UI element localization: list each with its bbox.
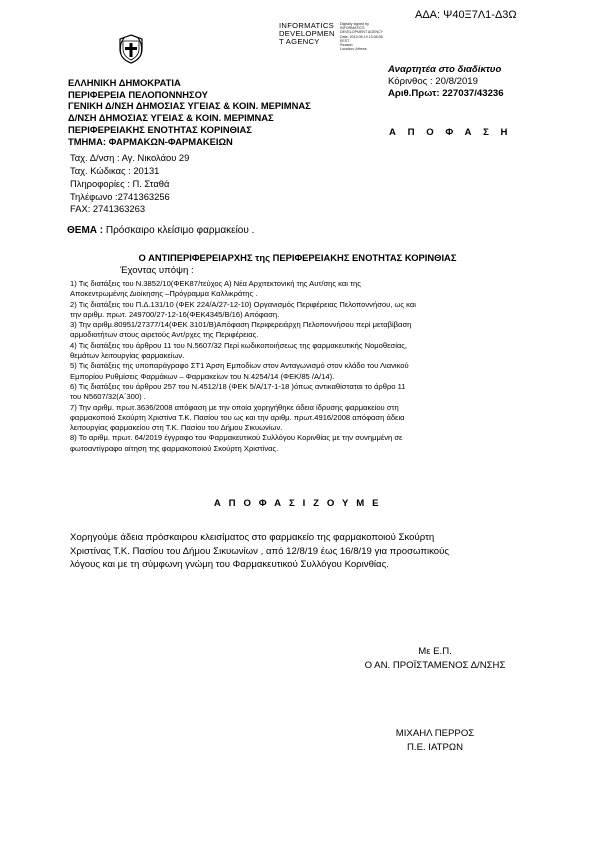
decision-text-line: Χορηγούμε άδεια πρόσκαιρου κλεισίματος στο φαρμακείο της φαρμακοποιού Σκούρτη bbox=[70, 532, 435, 543]
subject-line bbox=[67, 225, 254, 236]
signature-note-line: INFORMATICS bbox=[340, 26, 365, 31]
address-line: Ταχ. Κώδικας : 20131 bbox=[70, 165, 160, 176]
by-order-label: Με Ε.Π. bbox=[418, 646, 452, 657]
header-line: ΤΜΗΜΑ: ΦΑΡΜΑΚΩΝ-ΦΑΡΜΑΚΕΙΩΝ bbox=[68, 136, 233, 147]
decision-label: Α Π Ο Φ Α Σ Η bbox=[389, 127, 512, 138]
consideration-line: φαρμακοποιό Σκούρτη Χριστίνα Τ.Κ. Πασίου του ως και την αριθμ. πρωτ.4916/2008 απόφαση άδεια bbox=[70, 412, 405, 422]
consideration-line: του Ν5607/32(Α΄300) . bbox=[70, 392, 146, 402]
signatory-block bbox=[290, 727, 580, 754]
decision-text-line: Χριστίνας Τ.Κ. Πασίου του Δήμου Σικυωνίων , από 12/8/19 έως 16/8/19 για προσωπικούς bbox=[70, 545, 449, 557]
place-date: Κόρινθος : 20/8/2019 bbox=[388, 76, 478, 87]
ada-code: ΑΔΑ: Ψ40Ξ7Λ1-Δ3Ω bbox=[415, 9, 517, 21]
header-line: ΕΛΛΗΝΙΚΗ ΔΗΜΟΚΡΑΤΙΑ bbox=[68, 77, 181, 88]
signatory-name: ΜΙΧΑΗΛ ΠΕΡΡΟΣ bbox=[395, 728, 475, 739]
signature-note-line: EEST bbox=[340, 38, 350, 43]
header-line: ΠΕΡΙΦΕΡΕΙΑΚΗΣ ΕΝΟΤΗΤΑΣ ΚΟΡΙΝΘΙΑΣ bbox=[68, 124, 252, 135]
consideration-line: 1) Τις διατάξεις του Ν.3852/10(ΦΕΚ87/τεύχος Α) Νέα Αρχιτεκτονική της Αυτ/σης και της bbox=[70, 279, 361, 288]
signature-note-line: Reason: bbox=[340, 43, 354, 48]
posted-online-note: Αναρτητέα στο διαδίκτυο bbox=[388, 64, 502, 75]
consideration-line: 3) Την αριθμ.80951/27377/14(ΦΕΚ 3101/Β)Απόφαση Περιφερειάρχη Πελοποννήσου περί μεταβίβαση bbox=[70, 320, 412, 330]
consideration-line: 7) Την αριθμ. πρωτ.3636/2008 απόφαση με την οποία χορηγήθηκε άδεια ίδρυσης φαρμακείου στη bbox=[70, 402, 399, 412]
consideration-line: θεμάτων λειτουργίας φαρμακείων. bbox=[70, 351, 185, 361]
consideration-line: την αριθμ. πρωτ. 249700/27-12-16(ΦΕΚ4345/Β/16) Απόφαση. bbox=[70, 309, 280, 319]
signature-note-line: Date: 2019.08.19 13:36:08 bbox=[340, 34, 383, 39]
signature-note-line: DEVELOPMENT AGENCY bbox=[340, 30, 384, 35]
address-line: Ταχ. Δ/νση : Αγ. Νικολάου 29 bbox=[70, 152, 190, 163]
consideration-line: 5) Τις διατάξεις της υποπαράγραφο ΣΤ1 Άρση Εμποδίων στον Ανταγωνισμό στον κλάδο του Λιανικού bbox=[70, 361, 409, 371]
subject-label: ΘΕΜΑ : bbox=[67, 225, 104, 236]
consideration-line: λειτουργίας φαρμακείου στη Τ.Κ. Πασίου του Δήμου Σικυωνίων. bbox=[70, 423, 283, 433]
consideration-line: Εμπορίου Ρυθμίσεις Φαρμάκων – Φαρμακείων του Ν.4254/14 (ΦΕΚ/85 /Α/14). bbox=[70, 371, 335, 381]
having-regard-label: Έχοντας υπόψη : bbox=[120, 265, 194, 276]
consideration-line: 4) Τις διατάξεις του άρθρου 11 του Ν.5607/32 Περί κωδικοποιήσεως της φαρμακευτικής Νομοθεσίας, bbox=[70, 340, 408, 350]
consideration-line: 6) Τις διατάξεις του άρθρου 257 του Ν.4512/18 (ΦΕΚ 5/Α/17-1-18 )όπως αντικαθίσταται το άρθρο 11 bbox=[70, 381, 406, 391]
consideration-line: Αποκεντρωμένης Διοίκησης –Πρόγραμμα Καλλικράτης . bbox=[70, 289, 258, 299]
signature-note-line: Location: Athens bbox=[340, 47, 367, 52]
header-line: Δ/ΝΣΗ ΔΗΜΟΣΙΑΣ ΥΓΕΙΑΣ & ΚΟΙΝ. ΜΕΡΙΜΝΑΣ bbox=[68, 112, 274, 123]
signature-authority bbox=[290, 645, 580, 672]
consideration-line: 8) Το αριθμ. πρωτ. 64/2019 έγγραφο του Φαρμακευτικού Συλλόγου Κορινθίας με την συνημμένη σε bbox=[70, 433, 403, 443]
decision-paragraph bbox=[70, 531, 540, 572]
decision-text-line: λόγους και με τη σύμφωνη γνώμη του Φαρμακευτικού Συλλόγου Κορινθίας. bbox=[70, 559, 389, 571]
consideration-line: φωτοαντίγραφο αίτηση της φαρμακοποιού Σκούρτη Χριστίνας. bbox=[70, 443, 279, 453]
signatory-title: Π.Ε. ΙΑΤΡΩΝ bbox=[406, 741, 464, 753]
logo-line: INFORMATICS bbox=[279, 21, 335, 30]
header-line: ΓΕΝΙΚΗ Δ/ΝΣΗ ΔΗΜΟΣΙΑΣ ΥΓΕΙΑΣ & ΚΟΙΝ. ΜΕΡΙΜΝΑΣ bbox=[68, 100, 311, 111]
address-line: Πληροφορίες : Π. Σταθά bbox=[70, 178, 170, 189]
address-line: Τηλέφωνο :2741363256 bbox=[70, 191, 170, 202]
issuer-title: Ο ΑΝΤΙΠΕΡΙΦΕΡΕΙΑΡΧΗΣ της ΠΕΡΙΦΕΡΕΙΑΚΗΣ ΕΝΟΤΗΤΑΣ ΚΟΡΙΝΘΙΑΣ bbox=[138, 252, 457, 263]
logo-line: T AGENCY bbox=[279, 37, 320, 46]
considerations-list bbox=[70, 279, 532, 454]
address-line: FAX: 2741363263 bbox=[70, 203, 146, 214]
informatics-agency-logo bbox=[279, 22, 335, 46]
consideration-line: αρμοδιοτήτων στους αιρετούς Αντ/ρχες της Περιφέρειας. bbox=[70, 330, 259, 340]
subject-text: Πρόσκαιρο κλείσιμο φαρμακείου . bbox=[103, 225, 255, 236]
consideration-line: 2) Τις διατάξεις του Π.Δ.131/10 (ΦΕΚ 224/Α/27-12-10) Οργανισμός Περιφέρειας Πελοποννήσου, ως και bbox=[70, 299, 416, 309]
greek-emblem-icon bbox=[118, 34, 144, 64]
signatory-role: Ο ΑΝ. ΠΡΟΪΣΤΑΜΕΝΟΣ Δ/ΝΣΗΣ bbox=[364, 659, 506, 671]
protocol-number: Αριθ.Πρωτ: 227037/43236 bbox=[388, 88, 504, 99]
signature-note-line: Digitally signed by bbox=[340, 22, 369, 26]
we-decide-heading: Α Π Ο Φ Α Σ Ι Ζ Ο Υ Μ Ε bbox=[213, 498, 382, 509]
logo-line: DEVELOPMEN bbox=[279, 29, 335, 38]
digital-signature-note bbox=[340, 22, 383, 51]
header-line: ΠΕΡΙΦΕΡΕΙΑ ΠΕΛΟΠΟΝΝΗΣΟΥ bbox=[68, 88, 208, 100]
